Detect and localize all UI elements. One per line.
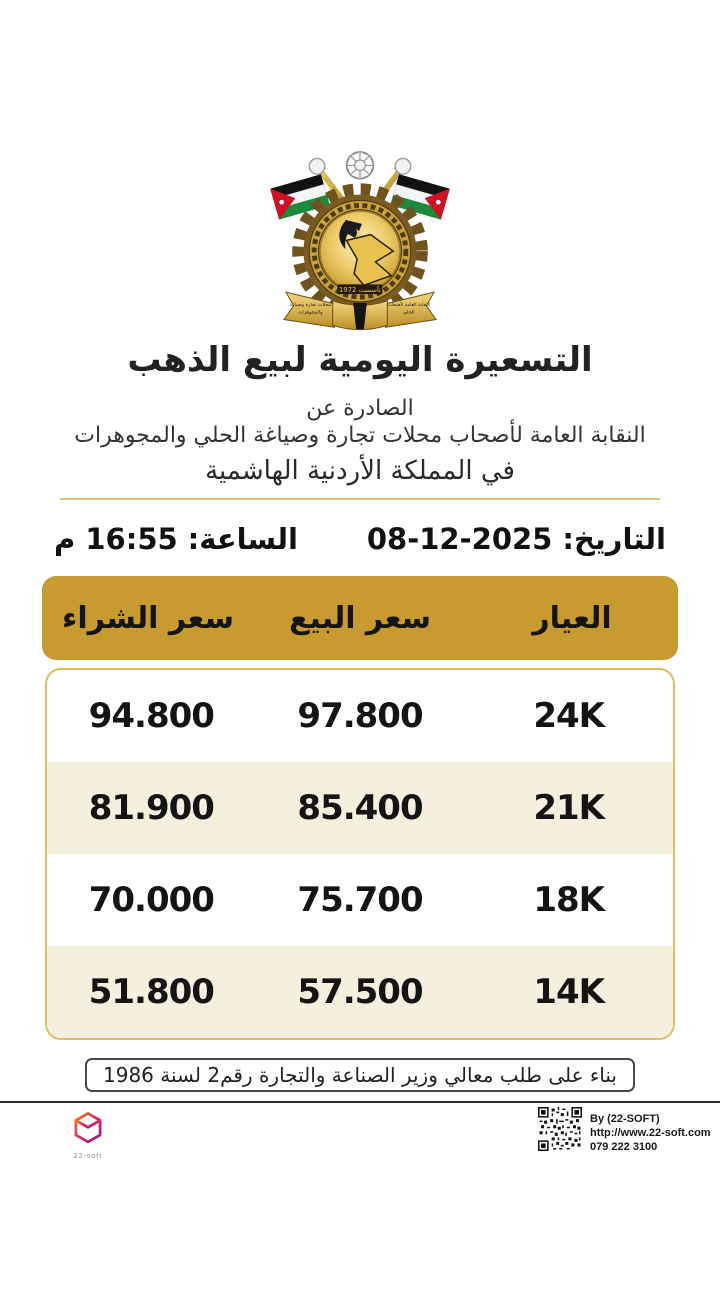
footer-credits	[590, 1112, 715, 1154]
ribbon-text-left-2: والمجوهرات	[297, 309, 323, 316]
buy-price-value: 81.900	[88, 788, 214, 828]
ribbon-text-right-2: الحلي	[402, 309, 415, 316]
sell-price-value: 57.500	[297, 972, 423, 1012]
footer-by-line: By (22-SOFT)	[590, 1113, 660, 1125]
footer-url: http://www.22-soft.com	[590, 1127, 711, 1139]
organization-name: النقابة العامة لأصحاب محلات تجارة وصياغة الحلي والمجوهرات	[74, 423, 646, 448]
column-header-sell-price: سعر البيع	[288, 600, 432, 636]
table-row-24k	[47, 670, 673, 762]
ribbon-text-right-1: النقابة العامة لأصحاب	[387, 301, 431, 308]
buy-price-value: 51.800	[88, 972, 214, 1012]
date-time-row	[0, 522, 720, 556]
sell-price-value: 85.400	[297, 788, 423, 828]
table-row-21k	[47, 762, 673, 854]
note-container	[0, 1058, 720, 1092]
karat-value: 14K	[533, 972, 604, 1012]
date-field	[367, 522, 666, 556]
time-field	[54, 522, 298, 556]
diamond-icon	[346, 152, 373, 179]
founded-year: تأسست 1972	[339, 286, 381, 295]
sell-price-value: 75.700	[297, 880, 423, 920]
date-label: التاريخ:	[562, 522, 666, 556]
date-value: 08-12-2025	[366, 522, 553, 556]
footer-divider	[0, 1101, 720, 1103]
ribbon-text-left-1: محلات تجارة وصياغة	[289, 301, 332, 308]
country-line: في المملكة الأردنية الهاشمية	[205, 456, 515, 486]
time-value: 16:55 م	[54, 522, 178, 556]
price-table-body	[45, 668, 675, 1040]
syndicate-emblem-icon	[260, 138, 460, 338]
column-header-buy-price: سعر الشراء	[62, 600, 234, 636]
table-row-14k	[47, 946, 673, 1038]
buy-price-value: 70.000	[88, 880, 214, 920]
22soft-logo-text: 22-soft	[73, 1153, 103, 1160]
founded-band	[338, 284, 383, 294]
qr-code-icon	[537, 1107, 583, 1151]
gold-divider	[60, 498, 660, 500]
buy-price-value: 94.800	[88, 696, 214, 736]
karat-value: 21K	[533, 788, 604, 828]
emblem-container	[0, 0, 720, 338]
table-row-18k	[47, 854, 673, 946]
karat-value: 24K	[533, 696, 604, 736]
footer-phone: 079 222 3100	[590, 1141, 658, 1153]
sell-price-value: 97.800	[297, 696, 423, 736]
22soft-logo	[58, 1110, 118, 1160]
time-label: الساعة:	[187, 522, 298, 556]
price-table-header	[42, 576, 678, 660]
22soft-cube-logo-icon	[70, 1110, 106, 1148]
issued-by-label: الصادرة عن	[306, 396, 414, 421]
page-title: التسعيرة اليومية لبيع الذهب	[127, 340, 593, 380]
column-header-karat: العيار	[532, 600, 612, 636]
karat-value: 18K	[533, 880, 604, 920]
legal-note: بناء على طلب معالي وزير الصناعة والتجارة رقم2 لسنة 1986	[85, 1058, 635, 1092]
